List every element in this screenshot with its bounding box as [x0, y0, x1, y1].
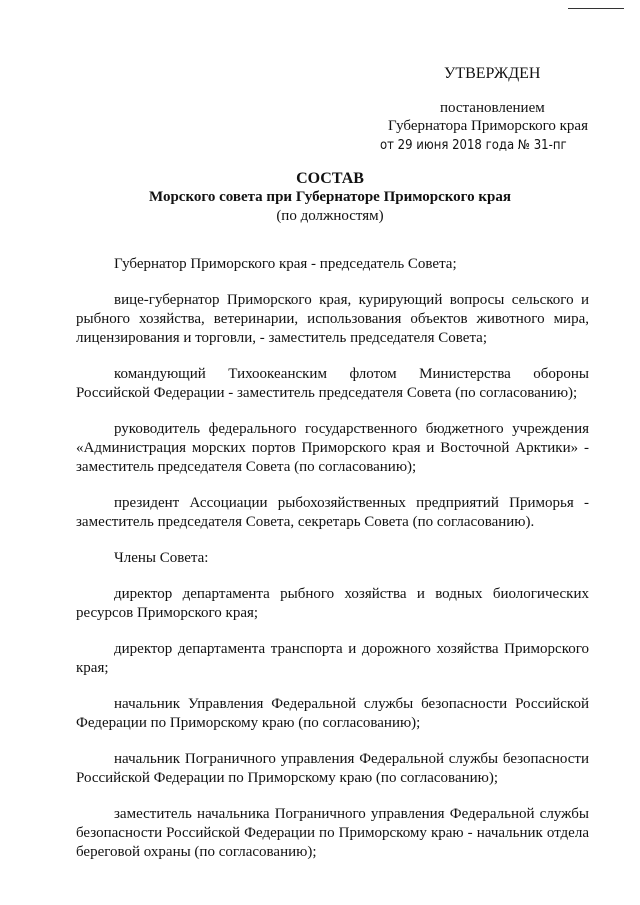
list-item: заместитель начальника Пограничного управления Федеральной службы безопасности Российской Федерации по Приморскому краю - начальник отдела береговой охраны (по согласованию);	[76, 806, 589, 860]
approval-resolution-line: постановлением	[440, 100, 545, 116]
list-item: начальник Управления Федеральной службы безопасности Российской Федерации по Приморскому краю (по согласованию);	[76, 696, 589, 731]
corner-rule-line	[568, 8, 624, 9]
document-note: (по должностям)	[276, 208, 384, 224]
composition-list	[76, 255, 589, 879]
list-item: командующий Тихоокеанским флотом Министерства обороны Российской Федерации - заместитель председателя Совета (по согласованию);	[76, 366, 589, 401]
document-title: СОСТАВ	[296, 170, 364, 187]
list-item: президент Ассоциации рыбохозяйственных предприятий Приморья - заместитель председателя Совета, секретарь Совета (по согласованию).	[76, 495, 589, 530]
approval-date-number-line: от 29 июня 2018 года № 31-пг	[380, 138, 567, 153]
members-heading: Члены Совета:	[114, 550, 209, 566]
list-item: руководитель федерального государственного бюджетного учреждения «Администрация морских портов Приморского края и Восточной Арктики» - заместитель председателя Совета (по согласованию);	[76, 421, 589, 475]
list-item: Губернатор Приморского края - председатель Совета;	[114, 256, 457, 272]
list-item: директор департамента транспорта и дорожного хозяйства Приморского края;	[76, 641, 589, 676]
list-item: вице-губернатор Приморского края, курирующий вопросы сельского и рыбного хозяйства, ветеринарии, использования объектов животного мира, лицензирования и торговли, - заместитель председателя Совета;	[76, 292, 589, 346]
approved-label: УТВЕРЖДЕН	[444, 65, 541, 82]
document-heading	[60, 169, 600, 226]
list-item: начальник Пограничного управления Федеральной службы безопасности Российской Федерации по Приморскому краю (по согласованию);	[76, 751, 589, 786]
approval-governor-line: Губернатора Приморского края	[388, 118, 588, 134]
list-item: директор департамента рыбного хозяйства и водных биологических ресурсов Приморского края;	[76, 586, 589, 621]
document-subtitle: Морского совета при Губернаторе Приморского края	[149, 189, 511, 205]
